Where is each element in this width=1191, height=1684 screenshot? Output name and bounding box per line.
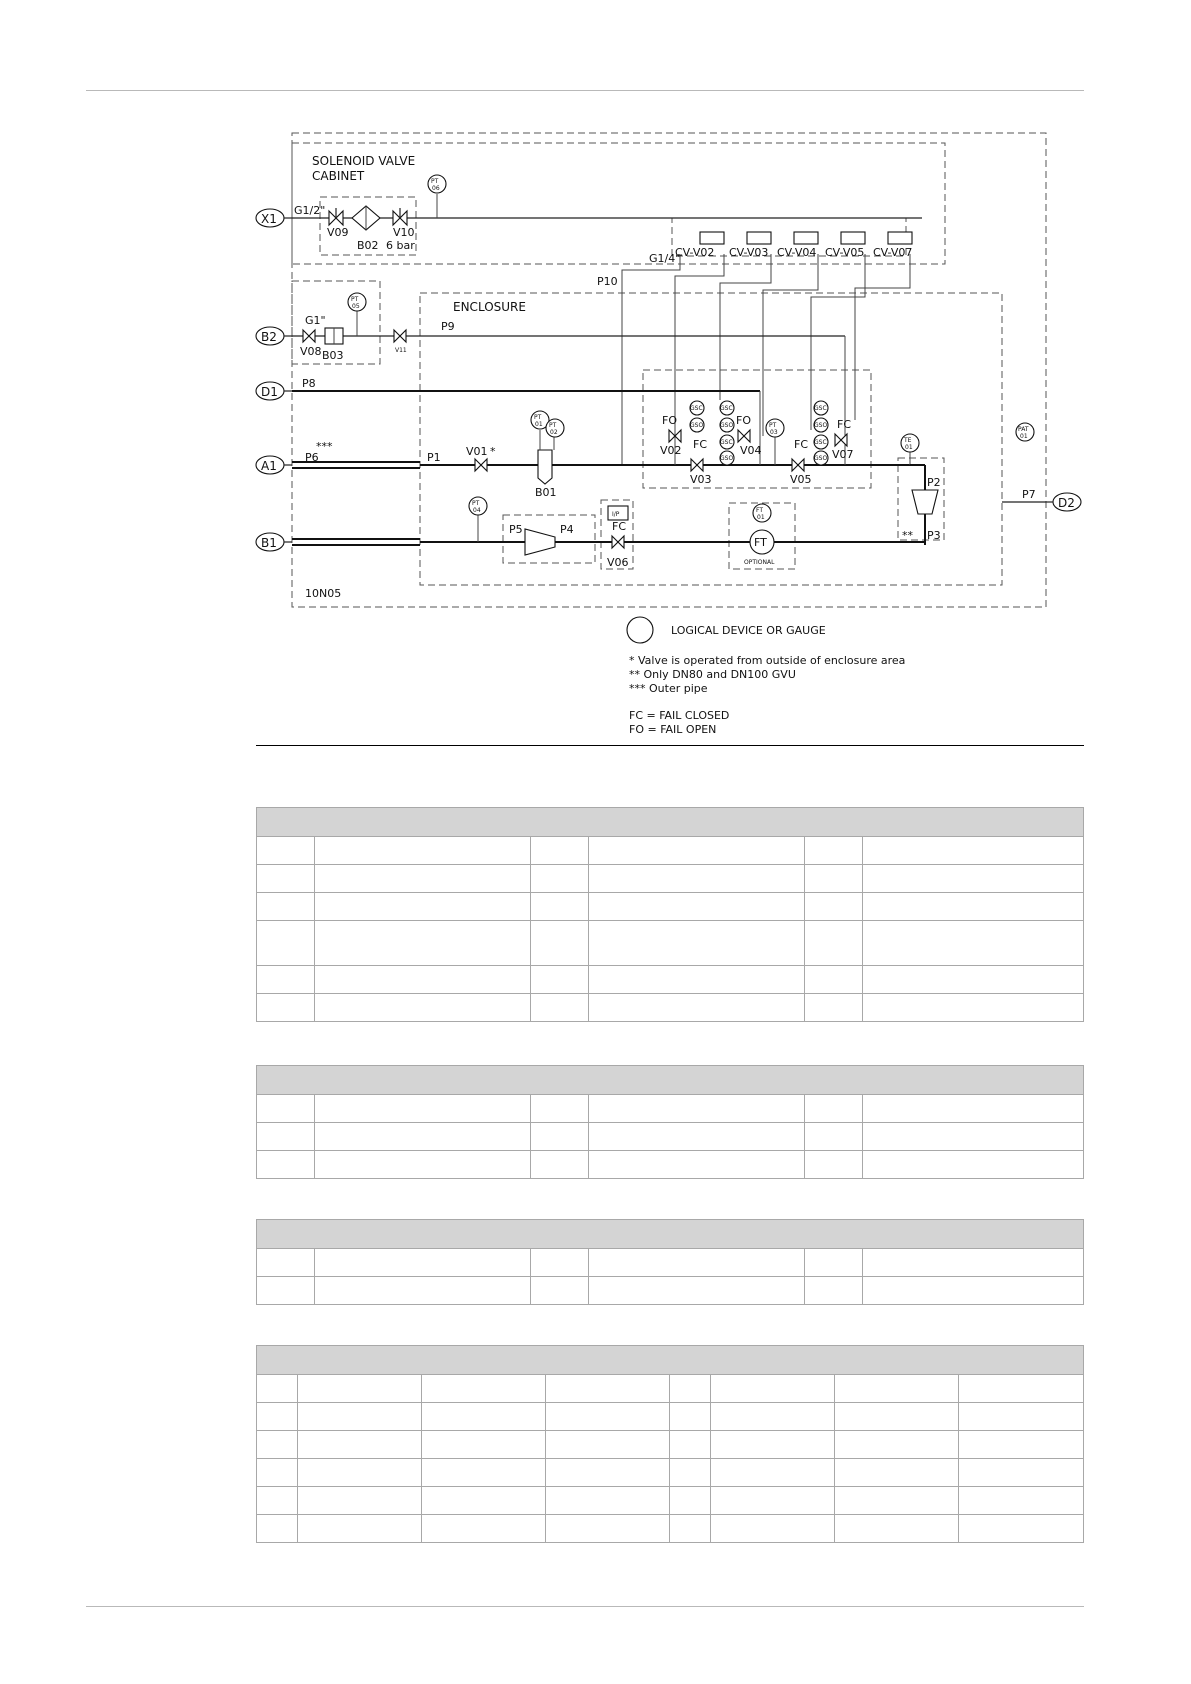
table-row [257, 837, 1084, 865]
table-row [257, 921, 1084, 966]
cv-v04-label: CV-V04 [777, 246, 817, 259]
svg-text:05: 05 [352, 303, 360, 310]
svg-text:PT: PT [769, 422, 777, 429]
instrument-pt02 [546, 419, 564, 450]
line-p9: P9 [441, 320, 455, 333]
cv-v05-label: CV-V05 [825, 246, 865, 259]
flow-transmitter-ft [744, 504, 775, 566]
svg-text:FC: FC [612, 520, 627, 533]
system-id: 10N05 [305, 587, 342, 600]
svg-text:P5: P5 [509, 523, 523, 536]
valve-v10 [386, 208, 415, 252]
svg-text:D1: D1 [261, 385, 278, 399]
svg-text:FT: FT [754, 536, 767, 549]
svg-text:V05: V05 [790, 473, 812, 486]
svg-text:TE: TE [904, 437, 912, 444]
table-row [257, 994, 1084, 1022]
valve-v01 [466, 445, 496, 471]
table-header [257, 1220, 1084, 1249]
svg-text:FC: FC [693, 438, 708, 451]
cabinet-title-line1: SOLENOID VALVE [312, 154, 416, 168]
svg-text:FO: FO [662, 414, 677, 427]
cv-bank-symbols [700, 232, 912, 244]
svg-text:V08: V08 [300, 345, 322, 358]
svg-text:V09: V09 [327, 226, 349, 239]
svg-text:GSC: GSC [720, 405, 733, 412]
svg-text:V06: V06 [607, 556, 629, 569]
legend-circle-text: LOGICAL DEVICE OR GAUGE [671, 624, 826, 637]
table-row [257, 1459, 1084, 1487]
table-3 [256, 1219, 1084, 1305]
line-p7: P7 [1022, 488, 1036, 501]
svg-text:B1: B1 [261, 536, 277, 550]
svg-text:FT: FT [756, 507, 764, 514]
cv-v02-label: CV-V02 [675, 246, 715, 259]
table-2 [256, 1065, 1084, 1179]
svg-text:GSO: GSO [690, 422, 704, 429]
line-p1: P1 [427, 451, 441, 464]
connection-d2 [1046, 493, 1081, 511]
svg-text:V01: V01 [466, 445, 488, 458]
valve-v08 [300, 330, 322, 358]
line-p8: P8 [302, 377, 316, 390]
svg-text:PT: PT [549, 422, 557, 429]
svg-text:V02: V02 [660, 444, 682, 457]
svg-text:PT: PT [534, 414, 542, 421]
instrument-pt05 [348, 293, 366, 336]
svg-text:OPTIONAL: OPTIONAL [744, 559, 775, 566]
svg-text:A1: A1 [261, 459, 277, 473]
table-row [257, 1487, 1084, 1515]
line-p6: P6 [305, 451, 319, 464]
svg-text:I/P: I/P [612, 511, 620, 518]
footer-rule [86, 1606, 1084, 1607]
svg-text:GSO: GSO [814, 455, 828, 462]
connection-x1 [256, 209, 292, 227]
reducer-p5-p4 [509, 523, 574, 555]
table-row [257, 1431, 1084, 1459]
instrument-te01 [901, 434, 919, 465]
svg-text:GSO: GSO [720, 455, 734, 462]
svg-text:B01: B01 [535, 486, 557, 499]
svg-text:V07: V07 [832, 448, 854, 461]
valve-v02 [660, 400, 682, 465]
valve-v07 [832, 350, 854, 465]
valve-v04 [736, 410, 762, 465]
svg-text:01: 01 [757, 514, 765, 521]
svg-text:V03: V03 [690, 473, 712, 486]
filter-b02 [352, 206, 380, 252]
svg-text:P3: P3 [927, 529, 941, 542]
svg-text:B2: B2 [261, 330, 277, 344]
line-p10: P10 [597, 275, 618, 288]
table-row [257, 1375, 1084, 1403]
svg-text:FO: FO [736, 414, 751, 427]
svg-text:GSC: GSC [814, 439, 827, 446]
table-header [257, 808, 1084, 837]
reducer-p2-p3 [902, 476, 941, 542]
svg-text:03: 03 [770, 429, 778, 436]
instrument-pt04 [469, 497, 487, 542]
table-row [257, 1403, 1084, 1431]
svg-text:B03: B03 [322, 349, 344, 362]
svg-text:GSO: GSO [814, 422, 828, 429]
connection-d1 [256, 382, 292, 400]
legend-note1: * Valve is operated from outside of enclosure area [629, 654, 906, 667]
svg-text:V10: V10 [393, 226, 415, 239]
instrument-pat01 [1016, 423, 1034, 441]
svg-text:04: 04 [473, 507, 481, 514]
thread-g14: G1/4" [649, 252, 681, 265]
filter-b03 [322, 328, 344, 362]
svg-text:*: * [490, 445, 496, 458]
legend-fo: FO = FAIL OPEN [629, 723, 717, 736]
instrument-pt03 [766, 419, 784, 465]
connection-b2 [256, 327, 292, 345]
table-header [257, 1066, 1084, 1095]
cv-v03-label: CV-V03 [729, 246, 769, 259]
svg-text:PT: PT [472, 500, 480, 507]
valve-v11 [394, 330, 407, 354]
outer-pipe-mark: *** [316, 440, 333, 453]
svg-text:01: 01 [535, 421, 543, 428]
svg-text:P2: P2 [927, 476, 941, 489]
svg-text:B02: B02 [357, 239, 379, 252]
svg-text:V04: V04 [740, 444, 762, 457]
connection-a1 [256, 456, 292, 474]
svg-text:GSO: GSO [720, 422, 734, 429]
table-row [257, 893, 1084, 921]
table-row [257, 966, 1084, 994]
svg-text:GSC: GSC [690, 405, 703, 412]
legend-note3: *** Outer pipe [629, 682, 708, 695]
svg-text:V11: V11 [395, 347, 407, 354]
svg-text:GSC: GSC [720, 439, 733, 446]
instrument-pt06 [428, 175, 446, 218]
figure-bottom-rule [256, 745, 1084, 746]
svg-text:X1: X1 [261, 212, 277, 226]
legend-fc: FC = FAIL CLOSED [629, 709, 730, 722]
vessel-b01 [535, 450, 557, 499]
piping-instrument-diagram [0, 0, 1191, 760]
table-row [257, 865, 1084, 893]
thread-g12: G1/2" [294, 204, 326, 217]
svg-text:D2: D2 [1058, 496, 1075, 510]
svg-text:FC: FC [794, 438, 809, 451]
table-4 [256, 1345, 1084, 1543]
legend-note2: ** Only DN80 and DN100 GVU [629, 668, 796, 681]
table-1 [256, 807, 1084, 1022]
svg-text:PT: PT [431, 178, 439, 185]
cv-v07-label: CV-V07 [873, 246, 913, 259]
svg-text:FC: FC [837, 418, 852, 431]
svg-text:06: 06 [432, 185, 440, 192]
legend-circle-icon [627, 617, 653, 643]
cabinet-title-line2: CABINET [312, 169, 365, 183]
svg-text:**: ** [902, 529, 913, 542]
table-row [257, 1277, 1084, 1305]
svg-text:01: 01 [905, 444, 913, 451]
svg-text:02: 02 [550, 429, 558, 436]
connection-b1 [256, 533, 292, 551]
valve-v03 [690, 438, 712, 486]
svg-text:P4: P4 [560, 523, 574, 536]
svg-text:GSC: GSC [814, 405, 827, 412]
svg-text:6 bar: 6 bar [386, 239, 415, 252]
valve-v06 [607, 506, 629, 569]
valve-v09 [327, 208, 349, 239]
valve-v05 [790, 438, 812, 486]
table-row [257, 1095, 1084, 1123]
table-row [257, 1515, 1084, 1543]
svg-text:PT: PT [351, 296, 359, 303]
svg-text:01: 01 [1020, 433, 1028, 440]
table-row [257, 1249, 1084, 1277]
thread-g1: G1" [305, 314, 326, 327]
table-row [257, 1123, 1084, 1151]
svg-text:PAT: PAT [1018, 426, 1029, 433]
table-header [257, 1346, 1084, 1375]
table-row [257, 1151, 1084, 1179]
enclosure-label: ENCLOSURE [453, 300, 526, 314]
